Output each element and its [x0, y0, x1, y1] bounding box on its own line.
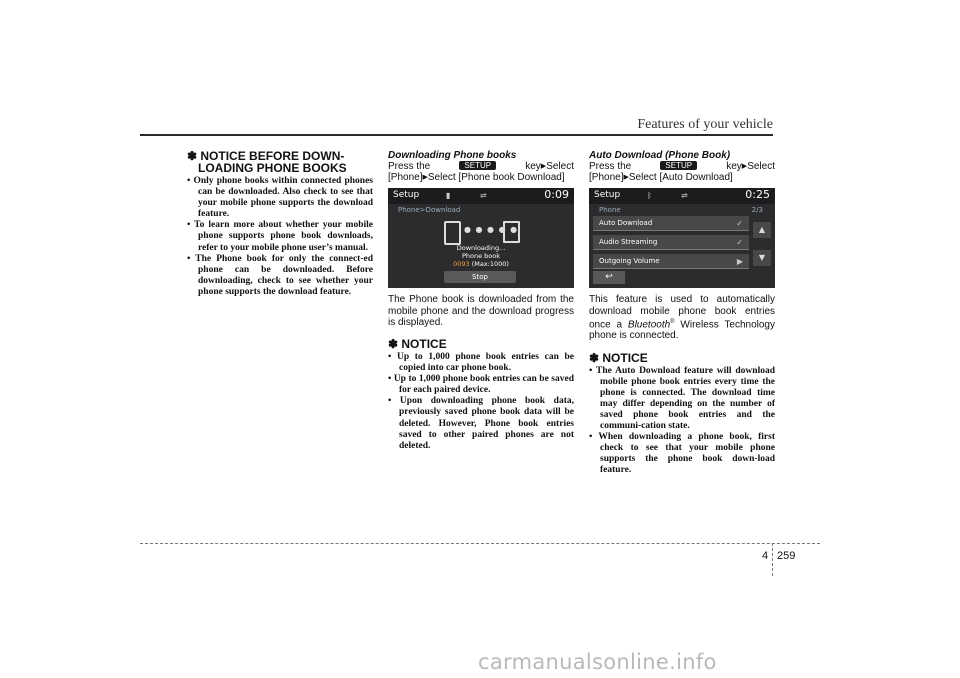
subheading-downloading: Downloading Phone books — [388, 150, 517, 161]
auto-download-caption — [589, 294, 775, 341]
instr-select-auto: Select [Auto Download] — [628, 172, 733, 184]
menu-item-label: Outgoing Volume — [599, 257, 660, 266]
arrow-right-icon: ▶ — [422, 174, 428, 182]
instruction-text — [388, 161, 574, 172]
notice-heading-line2: LOADING PHONE BOOKS — [198, 161, 347, 175]
bullet-item: • To learn more about whether your mobile phone supports phone book downloads, refer to your mobile phone user’s manual. — [187, 220, 373, 253]
caption-text: This feature is used to automatically download mobile phone book entries once a — [589, 294, 775, 331]
instr-phone: [Phone] — [589, 172, 624, 184]
menu-item-outgoing-volume[interactable] — [593, 254, 749, 269]
setup-key: SETUP — [660, 161, 697, 170]
footer-rule — [140, 543, 820, 544]
instr-press: Press the — [388, 161, 431, 172]
screen-title: Setup — [594, 190, 621, 201]
phone-book-icon — [503, 221, 520, 243]
usb-icon: ⇌ — [480, 191, 487, 201]
bullet-item: • When downloading a phone book, first check to see that your mobile phone supports the phone book down-load feature. — [589, 432, 775, 476]
notice-heading-3: ✽ NOTICE — [589, 350, 648, 365]
footer-separator — [772, 543, 773, 576]
column-auto-download — [589, 150, 775, 476]
scroll-up-button[interactable]: ▲ — [753, 222, 771, 238]
back-arrow-icon: ↩ — [605, 272, 613, 283]
download-max: (Max:1000) — [471, 260, 509, 269]
download-screen — [388, 188, 574, 288]
mobile-phone-icon — [444, 221, 461, 245]
stop-button[interactable]: Stop — [444, 271, 516, 283]
bluetooth-icon: ᛒ — [647, 191, 652, 201]
download-progress — [388, 260, 574, 268]
download-item: Phone book — [461, 252, 501, 261]
notice-heading-line1: ✽ NOTICE BEFORE DOWN- — [187, 149, 345, 163]
arrow-right-icon: ▶ — [540, 163, 547, 170]
instruction-text-2 — [388, 172, 574, 183]
caption-text-2: Wireless Technology phone is connected. — [589, 319, 775, 342]
auto-download-screen — [589, 188, 775, 288]
instr-phone: [Phone] — [388, 172, 423, 184]
instr-key: key — [726, 161, 742, 172]
instr-press: Press the — [589, 161, 632, 172]
notice-bullet-list-3 — [589, 366, 775, 477]
arrow-right-icon: ▶ — [741, 163, 748, 170]
screen-time: 0:09 — [544, 188, 569, 202]
header-title: Features of your vehicle — [637, 117, 773, 132]
menu-item-auto-download[interactable] — [593, 216, 749, 231]
notice-bullet-list — [187, 176, 373, 298]
check-icon: ✓ — [736, 219, 743, 229]
instruction-text — [589, 161, 775, 172]
instr-key: key — [525, 161, 541, 172]
instruction-text-2 — [589, 172, 775, 183]
subheading-auto-download: Auto Download (Phone Book) — [589, 150, 731, 161]
download-status: Downloading... — [456, 244, 506, 253]
bullet-item: • Up to 1,000 phone book entries can be saved for each paired device. — [388, 374, 574, 396]
screen-page: 2/3 — [751, 206, 763, 215]
download-count: 0093 — [453, 260, 470, 269]
bullet-item: • Only phone books within connected phones can be downloaded. Also check to see that your mobile phone supports the download feature. — [187, 176, 373, 220]
screen-title: Setup — [393, 190, 420, 201]
screen-path: Phone>Download — [398, 206, 461, 215]
screen-time: 0:25 — [745, 188, 770, 202]
download-caption: The Phone book is downloaded from the mobile phone and the download progress is displayed. — [388, 294, 574, 328]
notice-bullet-list-2 — [388, 352, 574, 452]
header-rule — [140, 134, 773, 136]
scroll-down-button[interactable]: ▼ — [753, 250, 771, 266]
instr-select: Select — [747, 161, 775, 172]
check-icon: ✓ — [736, 238, 743, 248]
chapter-number: 4 — [762, 550, 769, 562]
phone-book-icon: ▮ — [446, 191, 451, 201]
page-number: 259 — [777, 550, 796, 562]
notice-heading — [187, 150, 373, 174]
bullet-item: • The Auto Download feature will download mobile phone book entries every time the phone is connected. The download time may differ depending on the number of saved phone book entries and the communi-cation state. — [589, 365, 775, 432]
arrow-right-icon: ▶ — [736, 257, 743, 267]
bullet-item: • The Phone book for only the connect-ed phone can be downloaded. Before downloading, check to see whether your phone supports the download feature. — [187, 253, 373, 297]
setup-key: SETUP — [459, 161, 496, 170]
column-notice — [187, 150, 373, 298]
menu-item-label: Audio Streaming — [599, 238, 658, 247]
menu-item-label: Auto Download — [599, 219, 653, 228]
arrow-right-icon: ▶ — [623, 174, 629, 182]
notice-heading-2: ✽ NOTICE — [388, 337, 447, 352]
instr-select-download: Select [Phone book Download] — [427, 172, 565, 184]
caption-bluetooth: Bluetooth — [627, 319, 671, 331]
bullet-item: • Upon downloading phone book data, previously saved phone book data will be deleted. However, Phone book entries saved to other paired phones are not deleted. — [388, 396, 574, 451]
back-button[interactable] — [593, 271, 625, 284]
menu-item-audio-streaming[interactable] — [593, 235, 749, 250]
progress-dots-icon: ● ● ● ● ● — [464, 225, 519, 235]
screen-path: Phone — [599, 206, 621, 215]
bullet-item: • Up to 1,000 phone book entries can be copied into car phone book. — [388, 352, 574, 374]
usb-icon: ⇌ — [681, 191, 688, 201]
instr-select: Select — [546, 161, 574, 172]
column-downloading — [388, 150, 574, 452]
caption-registered-mark: ® — [670, 318, 675, 325]
watermark: carmanualsonline.info — [478, 650, 717, 674]
